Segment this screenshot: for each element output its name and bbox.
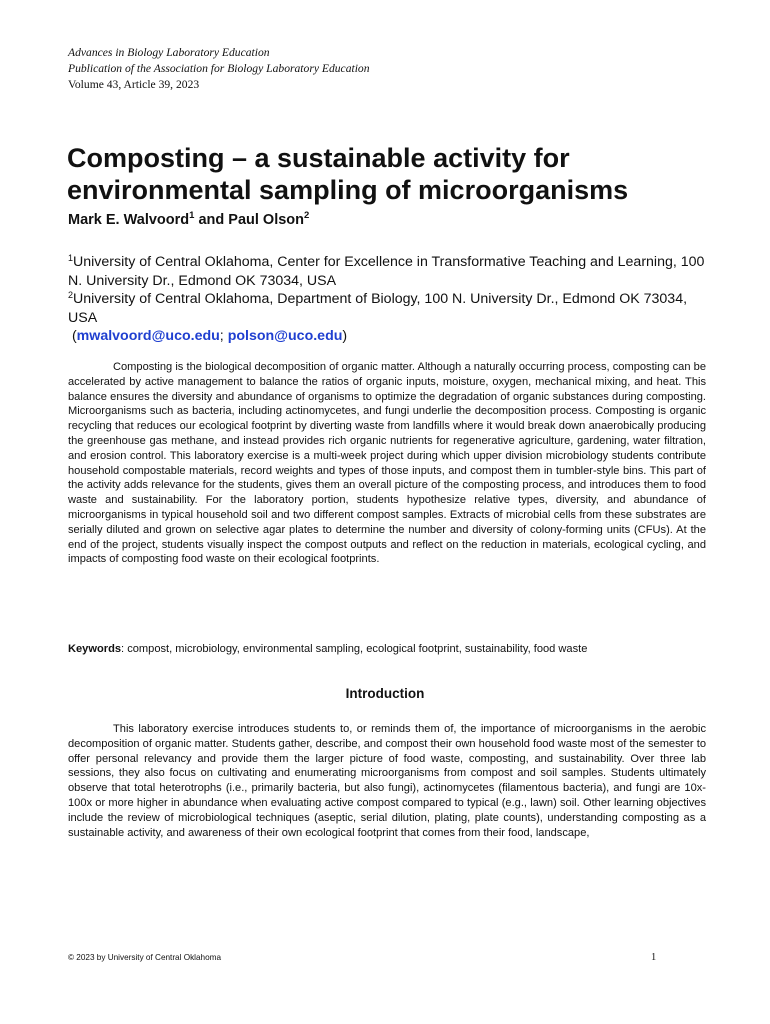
- keywords-text: : compost, microbiology, environmental sampling, ecological footprint, sustainability, food waste: [121, 643, 588, 655]
- author-1-affiliation-mark: 1: [189, 210, 195, 221]
- journal-header: [68, 45, 370, 93]
- affiliations: [68, 253, 708, 346]
- keywords: [68, 642, 708, 657]
- email-line: (mwalvoord@uco.edu; polson@uco.edu): [68, 328, 348, 344]
- author-conjunction: and: [194, 212, 229, 228]
- author-line: [68, 210, 309, 230]
- author-1: Mark E. Walvoord: [68, 212, 190, 228]
- journal-volume: Volume 43, Article 39, 2023: [68, 78, 200, 91]
- introduction-paragraph: [68, 722, 706, 840]
- journal-publication: Publication of the Association for Biology Laboratory Education: [68, 62, 370, 75]
- journal-name: Advances in Biology Laboratory Education: [68, 46, 270, 59]
- affiliation-2-mark: 2: [68, 290, 74, 300]
- email-link-1[interactable]: mwalvoord@uco.edu: [76, 328, 220, 344]
- author-2-affiliation-mark: 2: [304, 210, 310, 221]
- introduction-heading: Introduction: [345, 686, 425, 701]
- keywords-label: Keywords: [68, 643, 122, 655]
- abstract: [68, 360, 706, 567]
- page-number: 1: [651, 952, 657, 963]
- paper-title: Composting – a sustainable activity for environmental sampling of microorganisms: [67, 143, 629, 205]
- abstract-text: Composting is the biological decomposition of organic matter. Although a naturally occurring process, composting can be accelerated by active management to balance the ratios of organic inputs, moisture, oxygen, mechanical mixing, and heat. This balance ensures the diversity and abundance of organisms to optimize the degradation of organic substances during composting. Microorganisms such as bacteria, including actinomycetes, and fungi underlie the decomposition process. Composting is organic recycling that reduces our ecological footprint by diverting waste from landfills where it would break down anaerobically producing the greenhouse gas methane, and instead provides rich organic nutrients for regenerative agriculture, gardening, water filtration, and erosion control. This laboratory exercise is a multi-week project during which upper division microbiology students contribute household compostable materials, record weights and types of those inputs, and compost them in tumbler-style bins. This part of the activity adds relevance for the students, gives them an overall picture of the composting process, and introduces them to food waste and sustainability. For the laboratory portion, students hypothesize relative types, diversity, and abundance of microorganisms in typical household soil and two different compost samples. Extracts of microbial cells from these substrates are serially diluted and grown on selective agar plates to determine the number and diversity of colony-forming units (CFUs). At the end of the project, students visually inspect the compost outputs and reflect on the reduction in materials, ecological cycling, and impacts of composting food waste on their ecological footprints.: [68, 361, 706, 566]
- introduction-text: This laboratory exercise introduces students to, or reminds them of, the importance of microorganisms in the aerobic decomposition of organic matter. Students gather, describe, and compost their own household food waste most of the semester to offer personal relevancy and provide them the larger picture of food waste, composting, and sustainability. Over three lab sessions, they also focus on cultivating and enumerating microorganisms from compost and soil samples. Students ultimately observe that total heterotrophs (i.e., primarily bacteria, but also fungi), actinomycetes (filamentous bacteria), and fungi are 10x-100x or more higher in abundance when evaluating active compost compared to typical (e.g., lawn) soil. Other learning objectives include the review of microbiological techniques (aseptic, serial dilution, plating, plate counts), understanding composting as a sustainable activity, and awareness of their own ecological footprint that comes from their food, landscape,: [68, 723, 706, 839]
- affiliation-2: [68, 290, 708, 327]
- affiliation-1-mark: 1: [68, 253, 74, 263]
- affiliation-1-text: University of Central Oklahoma, Center for Excellence in Transformative Teaching and Learning, 100 N. University Dr., Edmond OK 73034, USA: [68, 254, 705, 289]
- affiliation-2-text: University of Central Oklahoma, Department of Biology, 100 N. University Dr., Edmond OK 73034, USA: [68, 291, 688, 326]
- email-link-2[interactable]: polson@uco.edu: [227, 328, 343, 344]
- copyright-footer: © 2023 by University of Central Oklahoma: [68, 953, 222, 962]
- author-2: Paul Olson: [228, 212, 305, 228]
- affiliation-1: [68, 253, 708, 290]
